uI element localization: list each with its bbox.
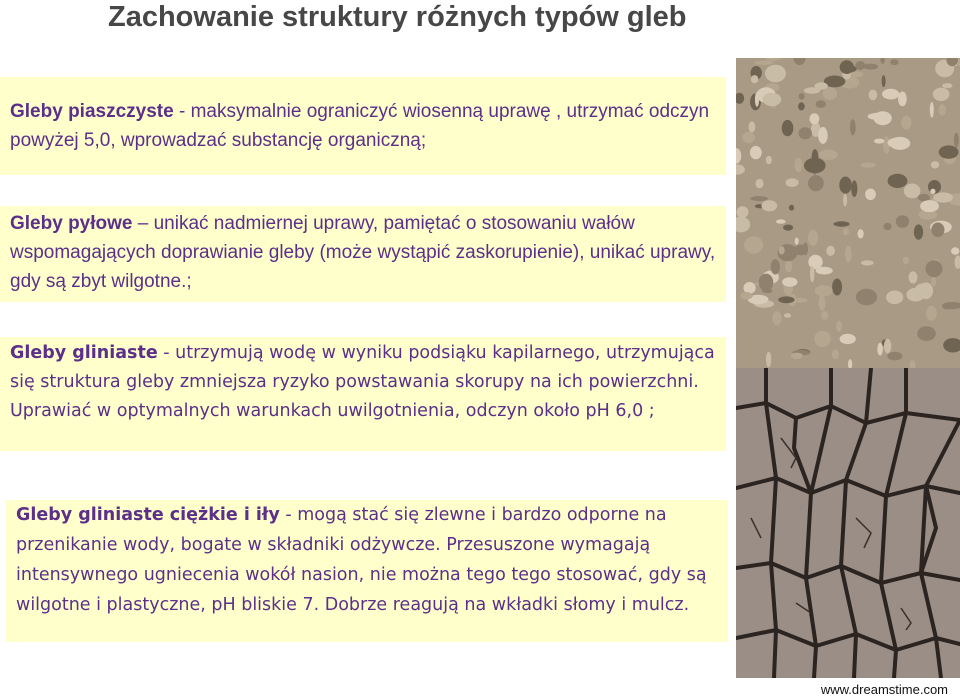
sandy-soil-photo <box>736 58 960 368</box>
section-text: - mogą stać się zlewne i bardzo odporne na przenikanie wody, bogate w składniki odżywcze. Przesuszone wymagają intensywnego ugniecenia wokół nasion, nie można tego tego stosować, gdy są wilgotne i plastyczne, pH bliskie 7. Dobrze reagują na wkładki słomy i mulcz. <box>16 505 707 615</box>
cracked-clay-soil-photo <box>736 368 960 678</box>
section-sandy-soils <box>0 77 726 175</box>
section-loamy-soils <box>0 337 726 451</box>
section-heading: Gleby piaszczyste <box>10 101 174 122</box>
section-text: – unikać nadmiernej uprawy, pamiętać o stosowaniu wałów wspomagających doprawianie gleby (może wystąpić zaskorupienie), unikać uprawy, gdy są zbyt wilgotne.; <box>10 213 716 292</box>
section-heading: Gleby gliniaste <box>10 343 158 363</box>
section-heavy-clay-soils <box>6 500 728 642</box>
section-silty-soils <box>0 206 726 302</box>
section-text: - maksymalnie ograniczyć wiosenną uprawę , utrzymać odczyn powyżej 5,0, wprowadzać substancję organiczną; <box>10 101 710 151</box>
image-credit: www.dreamstime.com <box>820 682 948 697</box>
sandy-soil-image <box>736 58 960 368</box>
section-heading: Gleby gliniaste ciężkie i iły <box>16 505 280 525</box>
page-title: Zachowanie struktury różnych typów gleb <box>108 1 687 33</box>
cracked-clay-image <box>736 368 960 678</box>
section-text: - utrzymują wodę w wyniku podsiąku kapilarnego, utrzymująca się struktura gleby zmniejsza ryzyko powstawania skorupy na ich powierzchni. Uprawiać w optymalnych warunkach uwilgotnienia, odczyn około pH 6,0 ; <box>10 343 715 421</box>
section-heading: Gleby pyłowe <box>10 213 133 234</box>
